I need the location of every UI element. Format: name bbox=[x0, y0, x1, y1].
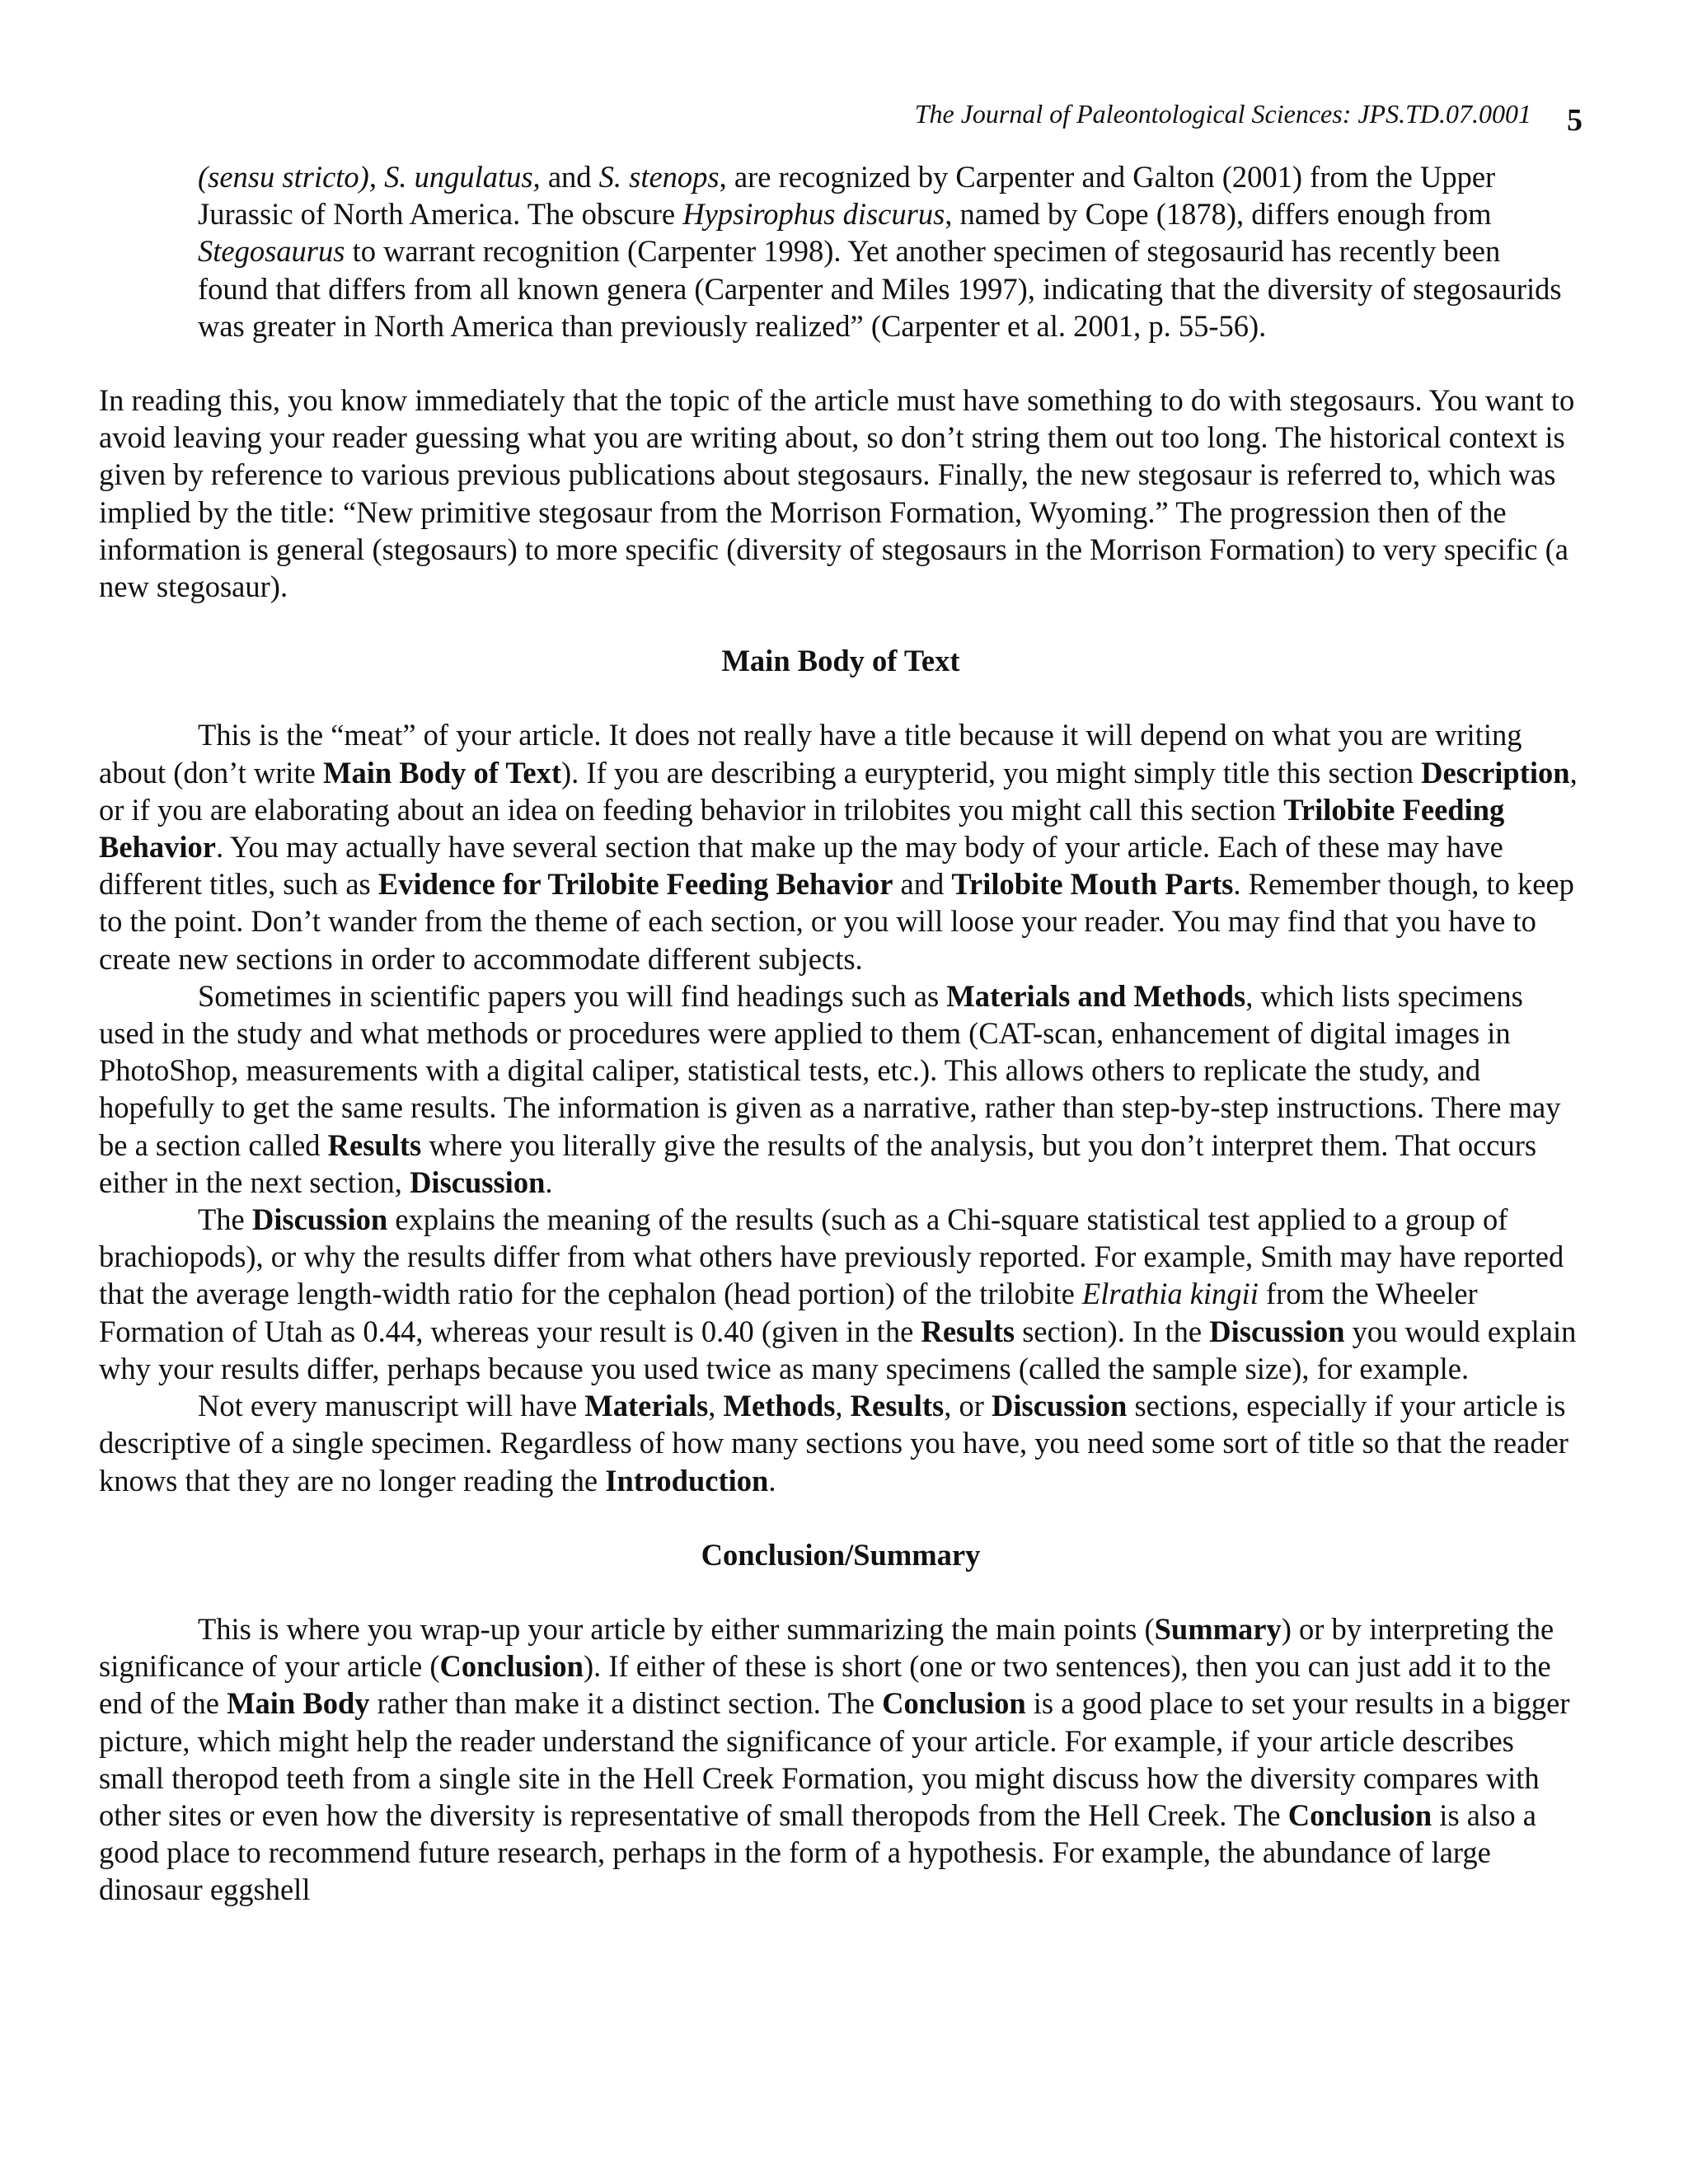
main-body-paragraph-4: Not every manuscript will have Materials, Methods, Results, or Discussion sections, especially if your article is descriptive of a single specimen. Regardless of how many sections you have, you need some sort of title so that the reader knows that they are no longer reading the Introduction. bbox=[99, 1389, 1568, 1497]
spacer bbox=[99, 605, 1582, 642]
spacer bbox=[99, 679, 1582, 716]
block-quote: (sensu stricto), S. ungulatus, and S. stenops, are recognized by Carpenter and Galton (2001) from the Upper Jurassic of North America. The obscure Hypsirophus discurus, named by Cope (1878), differs enough from Stegosaurus to warrant recognition (Carpenter 1998). Yet another specimen of stegosaurid has recently been found that differs from all known genera (Carpenter and Miles 1997), indicating that the diversity of stegosaurids was greater in North America than previously realized” (Carpenter et al. 2001, p. 55-56). bbox=[198, 160, 1562, 343]
main-body-paragraph-3: The Discussion explains the meaning of the results (such as a Chi-square statistical test applied to a group of brachiopods), or why the results differ from what others have previously reported. For example, Smith may have reported that the average length-width ratio for the cephalon (head portion) of the trilobite Elrathia kingii from the Wheeler Formation of Utah as 0.44, whereas your result is 0.40 (given in the Results section). In the Discussion you would explain why your results differ, perhaps because you used twice as many specimens (called the sample size), for example. bbox=[99, 1202, 1577, 1385]
main-body-paragraph-1: This is the “meat” of your article. It does not really have a title because it will depend on what you are writing about (don’t write Main Body of Text). If you are describing a eurypterid, you might simply title this section Description, or if you are elaborating about an idea on feeding behavior in trilobites you might call this section Trilobite Feeding Behavior. You may actually have several section that make up the may body of your article. Each of these may have different titles, such as Evidence for Trilobite Feeding Behavior and Trilobite Mouth Parts. Remember though, to keep to the point. Don’t wander from the theme of each section, or you will loose your reader. You may find that you have to create new sections in order to accommodate different subjects. bbox=[99, 718, 1578, 976]
body-text bbox=[99, 158, 1582, 1909]
spacer bbox=[99, 344, 1582, 382]
page-number: 5 bbox=[1567, 103, 1582, 138]
main-body-paragraph-2: Sometimes in scientific papers you will find headings such as Materials and Methods, which lists specimens used in the study and what methods or procedures were applied to them (CAT-scan, enhancement of digital images in PhotoShop, measurements with a digital caliper, statistical tests, etc.). This allows others to replicate the study, and hopefully to get the same results. The information is given as a narrative, rather than step-by-step instructions. There may be a section called Results where you literally give the results of the analysis, but you don’t interpret them. That occurs either in the next section, Discussion. bbox=[99, 978, 1561, 1199]
conclusion-paragraph-1: This is where you wrap-up your article by either summarizing the main points (Summary) or by interpreting the significance of your article (Conclusion). If either of these is short (one or two sentences), then you can just add it to the end of the Main Body rather than make it a distinct section. The Conclusion is a good place to set your results in a bigger picture, which might help the reader understand the significance of your article. For example, if your article describes small theropod teeth from a single site in the Hell Creek Formation, you might discuss how the diversity compares with other sites or even how the diversity is representative of small theropods from the Hell Creek. The Conclusion is also a good place to recommend future research, perhaps in the form of a hypothesis. For example, the abundance of large dinosaur eggshell bbox=[99, 1611, 1570, 1907]
intro-paragraph: In reading this, you know immediately that the topic of the article must have something to do with stegosaurs. You want to avoid leaving your reader guessing what you are writing about, so don’t string them out too long. The historical context is given by reference to various previous publications about stegosaurs. Finally, the new stegosaur is referred to, which was implied by the title: “New primitive stegosaur from the Morrison Formation, Wyoming.” The progression then of the information is general (stegosaurs) to more specific (diversity of stegosaurs in the Morrison Formation) to very specific (a new stegosaur). bbox=[99, 383, 1575, 604]
section-heading-main-body: Main Body of Text bbox=[721, 644, 960, 678]
spacer bbox=[99, 1573, 1582, 1610]
spacer bbox=[99, 1499, 1582, 1536]
running-header: The Journal of Paleontological Sciences: JPS.TD.07.0001 bbox=[914, 99, 1531, 129]
section-heading-conclusion: Conclusion/Summary bbox=[701, 1537, 981, 1572]
